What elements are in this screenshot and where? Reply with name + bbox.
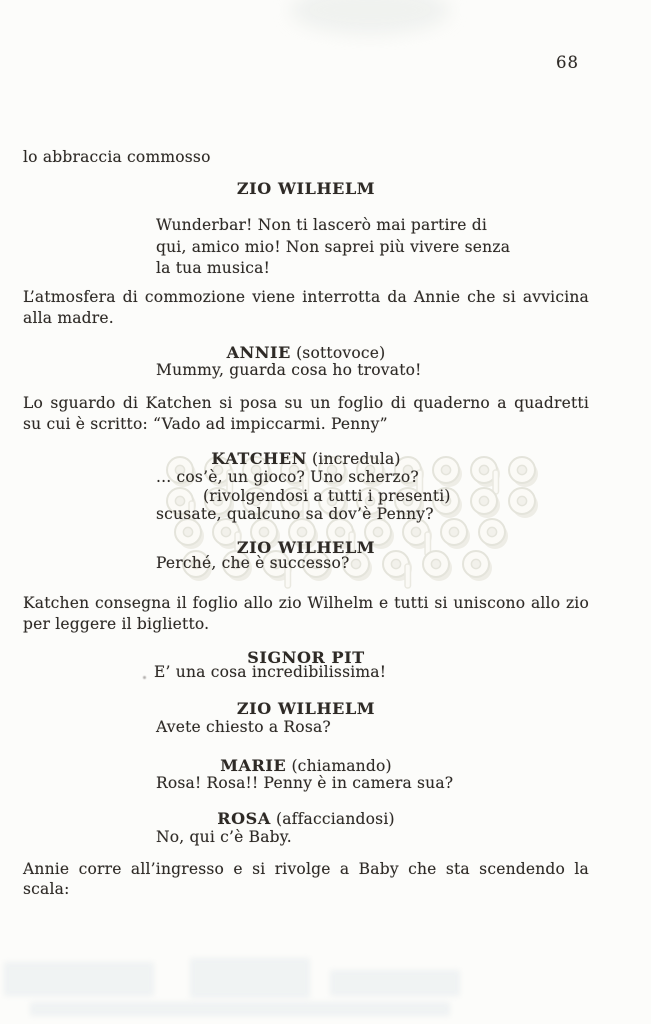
character-heading: [23, 449, 589, 469]
character-heading: [23, 809, 589, 829]
dialogue-line: scusate, qualcuno sa dov’è Penny?: [156, 505, 434, 523]
stage-direction-line: Annie corre all’ingresso e si rivolge a Baby che sta scendendo la: [23, 860, 589, 878]
character-parenthetical: (chiamando): [286, 757, 392, 775]
stage-direction-line: su cui è scritto: “Vado ad impiccarmi. Penny”: [23, 415, 388, 433]
character-parenthetical: (affacciandosi): [270, 810, 395, 828]
stage-direction-line: lo abbraccia commosso: [23, 148, 211, 166]
stage-direction-line: scala:: [23, 879, 70, 898]
scan-artifact-dot: [143, 676, 146, 679]
dialogue: [156, 717, 586, 738]
dialogue: [156, 215, 586, 280]
stage-direction-line: L’atmosfera di commozione viene interrotta da Annie che si avvicina: [23, 288, 589, 306]
dialogue-line: Rosa! Rosa!! Penny è in camera sua?: [156, 774, 454, 792]
dialogue-line: Perché, che è successo?: [156, 554, 350, 572]
dialogue: [156, 773, 586, 794]
dialogue-parenthetical-line: (rivolgendosi a tutti i presenti): [203, 486, 451, 505]
stage-direction: [23, 287, 589, 329]
stage-direction-line: alla madre.: [23, 309, 114, 327]
stage-direction: [23, 147, 589, 168]
page-number: 68: [556, 53, 579, 72]
dialogue-line: Avete chiesto a Rosa?: [156, 718, 331, 736]
dialogue-line: No, qui c’è Baby.: [156, 828, 292, 846]
dialogue-line: E’ una cosa incredibilissima!: [154, 663, 387, 681]
character-name: ZIO WILHELM: [236, 179, 376, 198]
character-name: MARIE: [220, 756, 287, 775]
dialogue-line: ... cos’è, un gioco? Uno scherzo?: [156, 468, 419, 486]
dialogue: [156, 553, 586, 574]
character-name: ZIO WILHELM: [236, 699, 376, 718]
character-heading: [23, 699, 589, 719]
character-parenthetical: (incredula): [306, 450, 401, 468]
stage-direction: [23, 593, 589, 634]
character-parenthetical: (sottovoce): [290, 344, 386, 362]
scan-artifact: [30, 1002, 450, 1016]
dialogue: [154, 662, 584, 683]
stage-direction-line: Katchen consegna il foglio allo zio Wilhelm e tutti si uniscono allo zio: [23, 594, 589, 612]
dialogue: [156, 360, 586, 381]
stage-direction-line: per leggere il biglietto.: [23, 614, 210, 633]
dialogue: [156, 468, 586, 524]
scan-artifact: [4, 962, 154, 996]
dialogue-line: la tua musica!: [156, 259, 271, 277]
character-name: KATCHEN: [211, 449, 307, 468]
scan-artifact: [330, 970, 460, 996]
character-heading: [23, 179, 589, 199]
scan-artifact: [190, 958, 310, 998]
dialogue-line: qui, amico mio! Non saprei più vivere senza: [156, 237, 511, 256]
character-name: ANNIE: [226, 343, 291, 362]
dialogue-line: Wunderbar! Non ti lascerò mai partire di: [156, 216, 488, 234]
character-name: ZIO WILHELM: [236, 538, 376, 557]
character-name: SIGNOR PIT: [247, 648, 365, 667]
stage-direction-line: Lo sguardo di Katchen si posa su un foglio di quaderno a quadretti: [23, 394, 589, 412]
character-name: ROSA: [217, 809, 271, 828]
stage-direction: [23, 860, 589, 899]
dialogue: [156, 827, 586, 848]
dialogue-line: Mummy, guarda cosa ho trovato!: [156, 361, 422, 379]
scan-artifact: [290, 0, 450, 34]
stage-direction: [23, 393, 589, 435]
